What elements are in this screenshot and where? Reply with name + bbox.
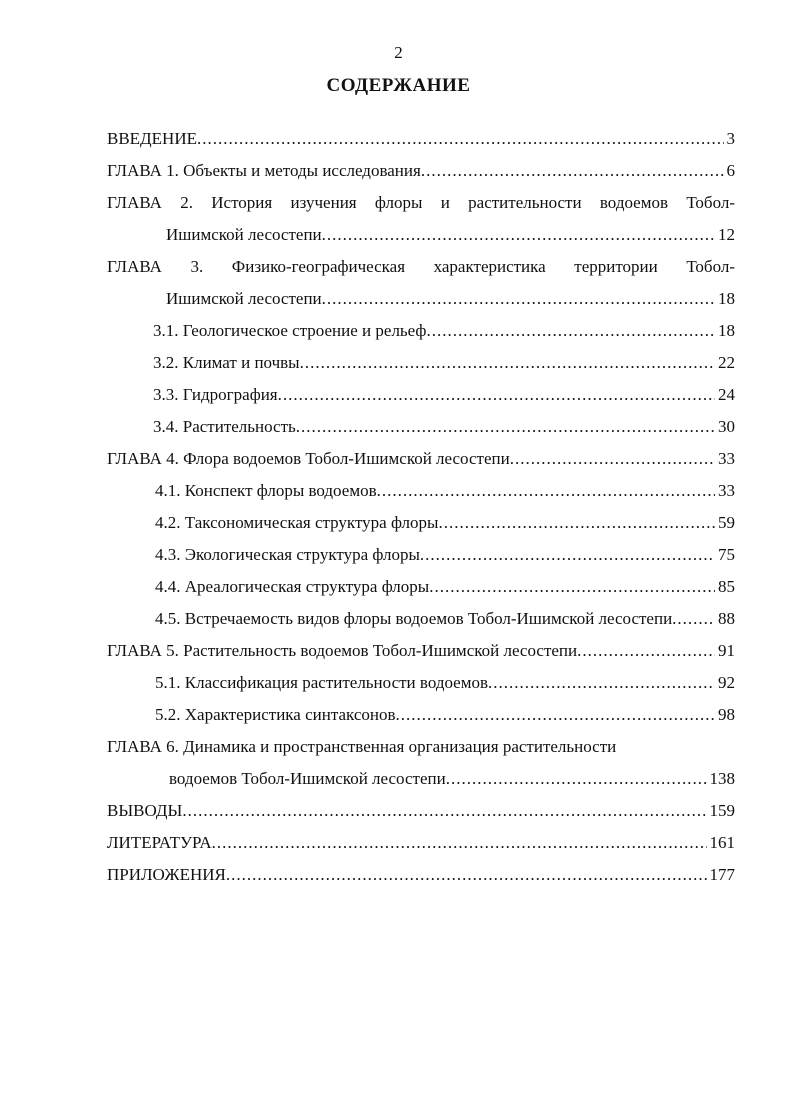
toc-entry-chapter-6[interactable]	[169, 768, 735, 790]
toc-entry-page: 138	[709, 769, 735, 788]
toc-entry-section-5-1[interactable]	[155, 672, 735, 694]
leader-dots	[426, 320, 715, 342]
toc-entry-label: ЛИТЕРАТУРА	[107, 833, 212, 852]
page-title: СОДЕРЖАНИЕ	[326, 75, 471, 96]
toc-entry-label: Ишимской лесостепи	[166, 289, 322, 308]
toc-entry-section-4-4[interactable]	[155, 576, 735, 598]
toc-entry-label: 5.1. Классификация растительности водоемов	[155, 673, 489, 692]
toc-entry-chapter-3[interactable]	[166, 288, 735, 310]
leader-dots	[296, 416, 715, 438]
toc-entry-appendices[interactable]	[107, 864, 735, 886]
toc-entry-label: 4.5. Встречаемость видов флоры водоемов Тобол-Ишимской лесостепи	[155, 609, 673, 628]
toc-entry-label: ВЫВОДЫ	[107, 801, 183, 820]
toc-entry-section-4-1[interactable]	[155, 480, 735, 502]
toc-entry-section-4-3[interactable]	[155, 544, 735, 566]
toc-entry-chapter-2[interactable]	[166, 224, 735, 246]
toc-entry-page: 33	[718, 481, 735, 500]
toc-entry-page: 30	[718, 417, 735, 436]
leader-dots	[396, 704, 715, 726]
toc-entry-page: 91	[718, 641, 735, 660]
leader-dots	[577, 640, 715, 662]
toc-entry-label: 5.2. Характеристика синтаксонов	[155, 705, 396, 724]
leader-dots	[278, 384, 715, 406]
toc-entry-page: 59	[718, 513, 735, 532]
leader-dots	[446, 768, 707, 790]
toc-entry-page: 85	[718, 577, 735, 596]
leader-dots	[429, 576, 715, 598]
toc-entry-page: 92	[718, 673, 735, 692]
toc-entry-page: 98	[718, 705, 735, 724]
leader-dots	[438, 512, 715, 534]
toc-entry-page: 24	[718, 385, 735, 404]
leader-dots	[322, 224, 715, 246]
toc-entry-label: ПРИЛОЖЕНИЯ	[107, 865, 226, 884]
toc-entry-label: 4.1. Конспект флоры водоемов	[155, 481, 377, 500]
toc-entry-section-3-1[interactable]	[153, 320, 735, 342]
toc-entry-section-3-2[interactable]	[153, 352, 735, 374]
toc-entry-label: 3.1. Геологическое строение и рельеф	[153, 321, 427, 340]
toc-entry-section-4-2[interactable]	[155, 512, 735, 534]
toc-entry-label: водоемов Тобол-Ишимской лесостепи	[169, 769, 446, 788]
toc-entry-chapter-3-line1[interactable]: ГЛАВА 3. Физико-географическая характеристика территории Тобол-	[107, 257, 735, 276]
toc-entry-chapter-2-line1[interactable]: ГЛАВА 2. История изучения флоры и растительности водоемов Тобол-	[107, 193, 735, 212]
toc-entry-page: 159	[709, 801, 735, 820]
toc-entry-chapter-5[interactable]	[107, 640, 735, 662]
toc-entry-label: ГЛАВА 1. Объекты и методы исследования	[107, 161, 421, 180]
toc-entry-label: ВВЕДЕНИЕ	[107, 129, 197, 148]
toc-entry-label: 4.4. Ареалогическая структура флоры	[155, 577, 430, 596]
toc-entry-chapter-4[interactable]	[107, 448, 735, 470]
toc-entry-label: 3.4. Растительность	[153, 417, 296, 436]
leader-dots	[182, 800, 706, 822]
toc-entry-label: 3.2. Климат и почвы	[153, 353, 300, 372]
toc-entry-literature[interactable]	[107, 832, 735, 854]
leader-dots	[488, 672, 715, 694]
leader-dots	[226, 864, 707, 886]
leader-dots	[212, 832, 707, 854]
leader-dots	[197, 128, 724, 150]
toc-entry-label: 4.2. Таксономическая структура флоры	[155, 513, 439, 532]
toc-entry-chapter-6-line1[interactable]: ГЛАВА 6. Динамика и пространственная организация растительности	[107, 737, 617, 756]
toc-entry-chapter-1[interactable]	[107, 160, 735, 182]
toc-entry-label: Ишимской лесостепи	[166, 225, 322, 244]
toc-entry-page: 88	[718, 609, 735, 628]
leader-dots	[510, 448, 715, 470]
toc-entry-page: 6	[726, 161, 735, 180]
leader-dots	[300, 352, 715, 374]
leader-dots	[322, 288, 715, 310]
toc-entry-conclusions[interactable]	[107, 800, 735, 822]
toc-entry-page: 18	[718, 289, 735, 308]
toc-entry-section-5-2[interactable]	[155, 704, 735, 726]
toc-entry-page: 3	[726, 129, 735, 148]
toc-entry-section-3-4[interactable]	[153, 416, 735, 438]
toc-entry-label: ГЛАВА 5. Растительность водоемов Тобол-Ишимской лесостепи	[107, 641, 578, 660]
toc-entry-section-3-3[interactable]	[153, 384, 735, 406]
toc-entry-page: 18	[718, 321, 735, 340]
leader-gap	[672, 608, 715, 630]
toc-entry-label: 3.3. Гидрография	[153, 385, 278, 404]
toc-entry-page: 75	[718, 545, 735, 564]
page-number: 2	[394, 43, 403, 62]
toc-entry-page: 177	[709, 865, 735, 884]
leader-dots	[377, 480, 715, 502]
toc-entry-label: 4.3. Экологическая структура флоры	[155, 545, 420, 564]
toc-entry-page: 33	[718, 449, 735, 468]
toc-entry-page: 22	[718, 353, 735, 372]
toc-entry-introduction[interactable]	[107, 128, 735, 150]
leader-dots	[421, 160, 724, 182]
leader-dots	[420, 544, 715, 566]
toc-entry-page: 161	[709, 833, 735, 852]
toc-entry-page: 12	[718, 225, 735, 244]
toc-entry-section-4-5[interactable]	[155, 608, 735, 630]
toc-entry-label: ГЛАВА 4. Флора водоемов Тобол-Ишимской лесостепи	[107, 449, 510, 468]
